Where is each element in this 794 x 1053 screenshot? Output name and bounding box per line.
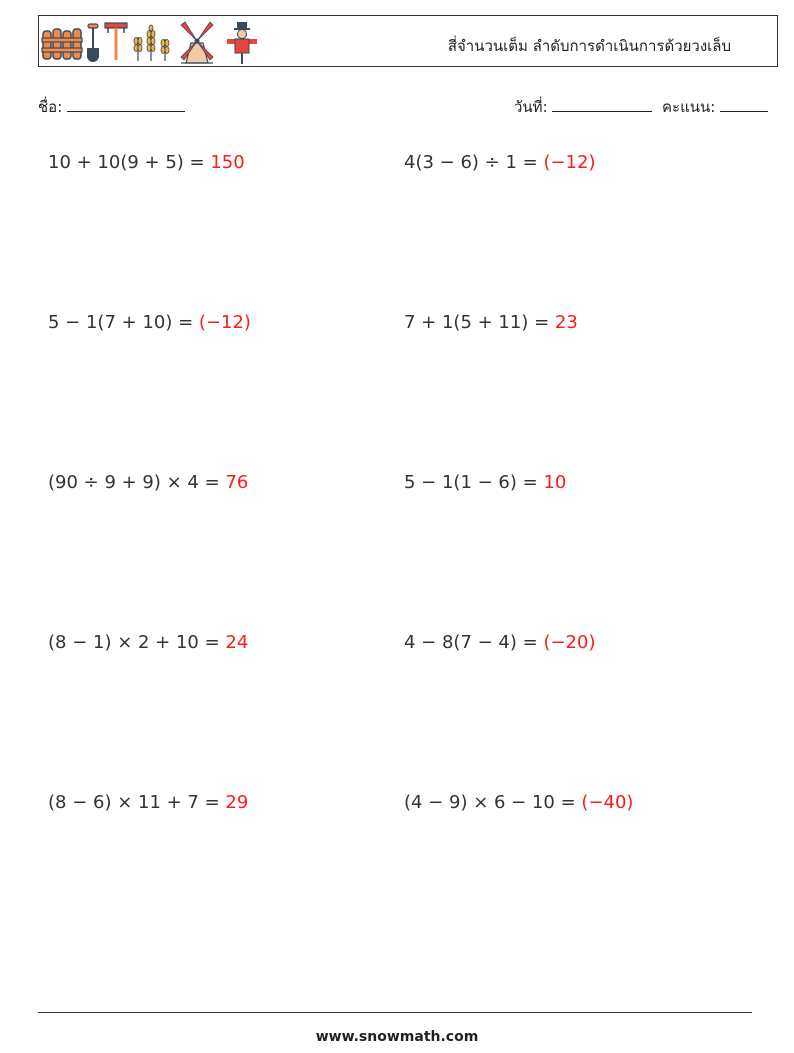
score-field <box>662 95 768 119</box>
problem-answer: 150 <box>210 152 245 173</box>
problem-question: (4 − 9) × 6 − 10 = <box>404 792 582 813</box>
problem-8 <box>404 632 595 653</box>
problem-answer: (−12) <box>198 312 251 333</box>
date-field <box>514 95 652 119</box>
windmill-icon <box>181 22 213 63</box>
problem-question: (90 ÷ 9 + 9) × 4 = <box>48 472 226 493</box>
problem-question: 5 − 1(1 − 6) = <box>404 472 544 493</box>
problem-3 <box>48 312 251 333</box>
name-label: ชื่อ: <box>38 98 63 116</box>
fence-icon <box>42 29 82 59</box>
problem-9 <box>48 792 248 813</box>
date-label: วันที่: <box>514 98 548 116</box>
problem-question: 10 + 10(9 + 5) = <box>48 152 211 173</box>
problem-4 <box>404 312 578 333</box>
header-icon-strip <box>41 19 271 65</box>
problem-answer: (−40) <box>581 792 634 813</box>
name-blank[interactable] <box>67 97 185 112</box>
score-label: คะแนน: <box>662 98 716 116</box>
date-blank[interactable] <box>552 97 652 112</box>
problem-question: (8 − 6) × 11 + 7 = <box>48 792 226 813</box>
worksheet-title: สี่จำนวนเต็ม ลำดับการดำเนินการด้วยวงเล็บ <box>447 37 731 55</box>
problem-6 <box>404 472 566 493</box>
worksheet-header <box>38 15 778 67</box>
wheat-icon <box>134 25 169 61</box>
scarecrow-icon <box>227 22 257 64</box>
problem-10 <box>404 792 633 813</box>
problem-question: 5 − 1(7 + 10) = <box>48 312 199 333</box>
footer-divider <box>38 1012 752 1013</box>
problem-5 <box>48 472 248 493</box>
name-field <box>38 95 185 119</box>
problem-answer: (−12) <box>543 152 596 173</box>
problem-2 <box>404 152 595 173</box>
problem-answer: 23 <box>554 312 578 333</box>
footer-site-link[interactable]: www.snowmath.com <box>315 1029 479 1045</box>
problem-answer: 10 <box>543 472 567 493</box>
score-blank[interactable] <box>720 97 768 112</box>
problem-7 <box>48 632 248 653</box>
problem-question: 7 + 1(5 + 11) = <box>404 312 555 333</box>
problem-answer: (−20) <box>543 632 596 653</box>
problem-question: 4(3 − 6) ÷ 1 = <box>404 152 544 173</box>
problem-answer: 29 <box>225 792 249 813</box>
problem-answer: 76 <box>225 472 249 493</box>
rake-icon <box>105 23 127 60</box>
problem-question: 4 − 8(7 − 4) = <box>404 632 544 653</box>
shovel-icon <box>87 24 99 62</box>
problem-question: (8 − 1) × 2 + 10 = <box>48 632 226 653</box>
problem-1 <box>48 152 245 173</box>
problem-answer: 24 <box>225 632 249 653</box>
